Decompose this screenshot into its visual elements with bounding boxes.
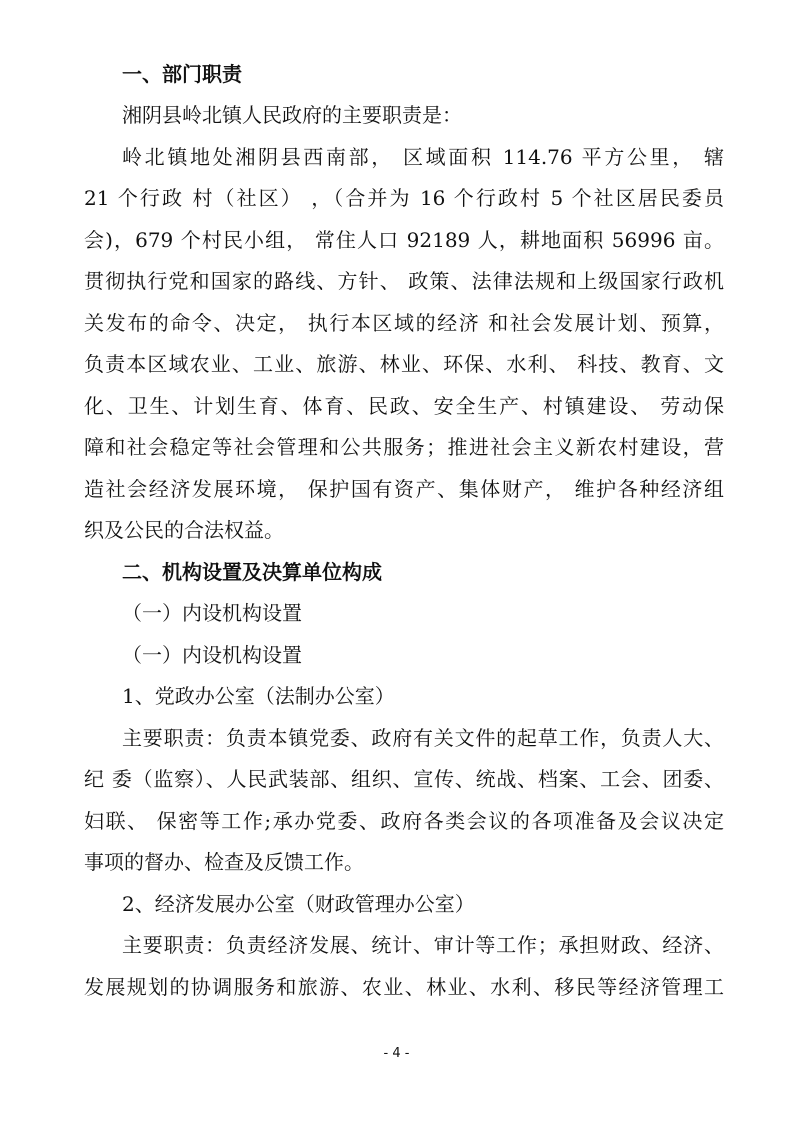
subsection-heading: （一）内设机构设置 [122,601,302,625]
paragraph-line: 21 个行政 村（社区） ，（合并为 16 个行政村 5 个社区居民委员 [84,186,724,210]
paragraph-line: 妇联、 保密等工作;承办党委、政府各类会议的各项准备及会议决定 [84,809,724,833]
paragraph-line: 纪 委（监察）、人民武装部、组织、宣传、统战、档案、工会、团委、 [84,767,724,791]
paragraph-line: 发展规划的协调服务和旅游、农业、林业、水利、移民等经济管理工 [84,975,724,999]
subsection-heading: （一）内设机构设置 [122,643,302,667]
office-title-party-government: 1、党政办公室（法制办公室） [122,684,395,708]
office-title-economic-development: 2、经济发展办公室（财政管理办公室） [122,892,475,916]
paragraph-line: 障和社会稳定等社会管理和公共服务；推进社会主义新农村建设，营 [84,435,724,459]
paragraph-line: 关发布的命令、决定， 执行本区域的经济 和社会发展计划、预算， [84,311,724,335]
paragraph-line: 会)，679 个村民小组， 常住人口 92189 人，耕地面积 56996 亩。 [84,228,724,252]
section-heading-responsibilities: 一、部门职责 [122,62,242,86]
paragraph-line: 造社会经济发展环境， 保护国有资产、集体财产， 维护各种经济组 [84,477,724,501]
page-number: - 4 - [383,1046,410,1061]
paragraph-line: 织及公民的合法权益。 [84,518,284,542]
paragraph-line: 化、卫生、计划生育、体育、民政、安全生产、村镇建设、 劳动保 [84,394,724,418]
section-heading-organization: 二、机构设置及决算单位构成 [122,560,382,584]
paragraph-line: 主要职责：负责经济发展、统计、审计等工作；承担财政、经济、 [122,933,724,957]
responsibilities-intro: 湘阴县岭北镇人民政府的主要职责是： [122,103,462,127]
paragraph-line: 主要职责：负责本镇党委、政府有关文件的起草工作，负责人大、 [122,726,724,750]
paragraph-line: 负责本区域农业、工业、旅游、林业、环保、水利、 科技、教育、文 [84,352,724,376]
paragraph-line: 贯彻执行党和国家的路线、方针、 政策、法律法规和上级国家行政机 [84,269,724,293]
paragraph-line: 事项的督办、检查及反馈工作。 [84,850,364,874]
paragraph-line: 岭北镇地处湘阴县西南部， 区域面积 114.76 平方公里， 辖 [122,145,724,169]
